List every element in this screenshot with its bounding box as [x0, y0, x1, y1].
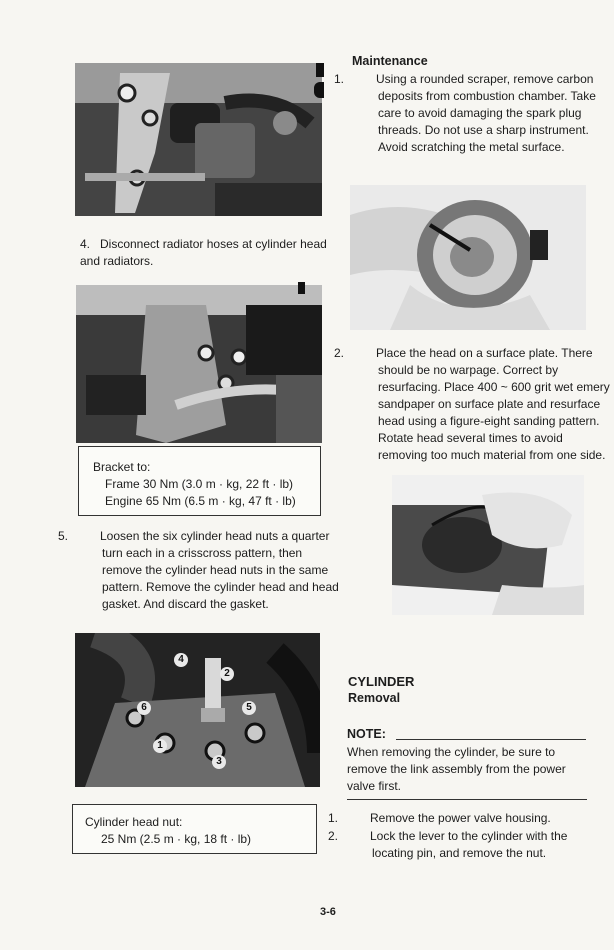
- step-4-text: Disconnect radiator hoses at cylinder head and radiators.: [80, 237, 327, 268]
- step-5: 5. Loosen the six cylinder head nuts a quarter turn each in a crisscross pattern, then remove the cylinder head nuts in the same pattern. Remove the cylinder head and head gasket. And discard the gasket.: [58, 529, 339, 611]
- photo-radiator-hoses: [75, 63, 322, 216]
- maintenance-heading: Maintenance: [352, 54, 428, 68]
- callout-5: 5: [242, 701, 256, 715]
- maintenance-step-2-text: Place the head on a surface plate. There should be no warpage. Correct by resurfacing. Place 400 ~ 600 grit wet emery sandpaper on surface plate and resurface head using a figure-eight sanding pattern. Rotate head several times to avoid removing too much material from one side.: [376, 346, 610, 462]
- bracket-engine-torque: Engine 65 Nm (6.5 m · kg, 47 ft · lb): [105, 494, 296, 508]
- cylinder-step-1-text: Remove the power valve housing.: [370, 811, 551, 825]
- head-nut-torque: 25 Nm (2.5 m · kg, 18 ft · lb): [101, 832, 252, 846]
- photo-engine-bracket: [76, 285, 322, 443]
- maintenance-step-1: 1. Using a rounded scraper, remove carbon deposits from combustion chamber. Take care to avoid damaging the spark plug threads. Do not use a sharp instrument. Avoid scratching the metal surface.: [334, 72, 596, 154]
- photo-sanding-head: [392, 475, 584, 615]
- bracket-torque-box: [78, 446, 321, 516]
- head-nut-torque-box: [72, 804, 317, 854]
- cylinder-step-2: 2. Lock the lever to the cylinder with the locating pin, and remove the nut.: [328, 829, 568, 860]
- step-5-text: Loosen the six cylinder head nuts a quarter turn each in a crisscross pattern, then remove the cylinder head nuts in the same pattern. Remove the cylinder head and head gasket. And discard the gasket.: [100, 529, 339, 611]
- photo-cylinder-head-nuts: [75, 633, 320, 787]
- cylinder-step-2-text: Lock the lever to the cylinder with the locating pin, and remove the nut.: [370, 829, 568, 860]
- page-tab-mark: [298, 282, 305, 294]
- bracket-frame-torque: Frame 30 Nm (3.0 m · kg, 22 ft · lb): [105, 477, 294, 491]
- page-tab-mark: [314, 82, 324, 98]
- removal-subheading: Removal: [348, 691, 401, 705]
- head-nut-label: Cylinder head nut:: [85, 815, 183, 829]
- callout-2: 2: [220, 667, 234, 681]
- maintenance-step-2: 2. Place the head on a surface plate. There should be no warpage. Correct by resurfacing. Place 400 ~ 600 grit wet emery sandpaper on surface plate and resurface head using a figure-eight sanding pattern. Rotate head several times to avoid removing too much material from one side.: [334, 346, 610, 462]
- note-label: NOTE:: [347, 727, 386, 741]
- page-tab-mark: [316, 63, 324, 77]
- note-text: When removing the cylinder, be sure to remove the link assembly from the power valve first.: [347, 745, 566, 793]
- cylinder-step-1: 1. Remove the power valve housing.: [328, 811, 551, 825]
- page-number: 3-6: [320, 906, 336, 918]
- bracket-label: Bracket to:: [93, 460, 151, 474]
- callout-4: 4: [174, 653, 188, 667]
- photo-scraping-head: [350, 185, 586, 330]
- note-bottom-rule: [347, 799, 587, 800]
- step-4: 4. Disconnect radiator hoses at cylinder head and radiators.: [80, 237, 327, 268]
- callout-1: 1: [153, 739, 167, 753]
- note-top-rule: [396, 739, 586, 740]
- maintenance-step-1-text: Using a rounded scraper, remove carbon deposits from combustion chamber. Take care to avoid damaging the spark plug threads. Do not use a sharp instrument. Avoid scratching the metal surface.: [376, 72, 596, 154]
- callout-6: 6: [137, 701, 151, 715]
- callout-3: 3: [212, 755, 226, 769]
- cylinder-heading: CYLINDER: [348, 674, 415, 689]
